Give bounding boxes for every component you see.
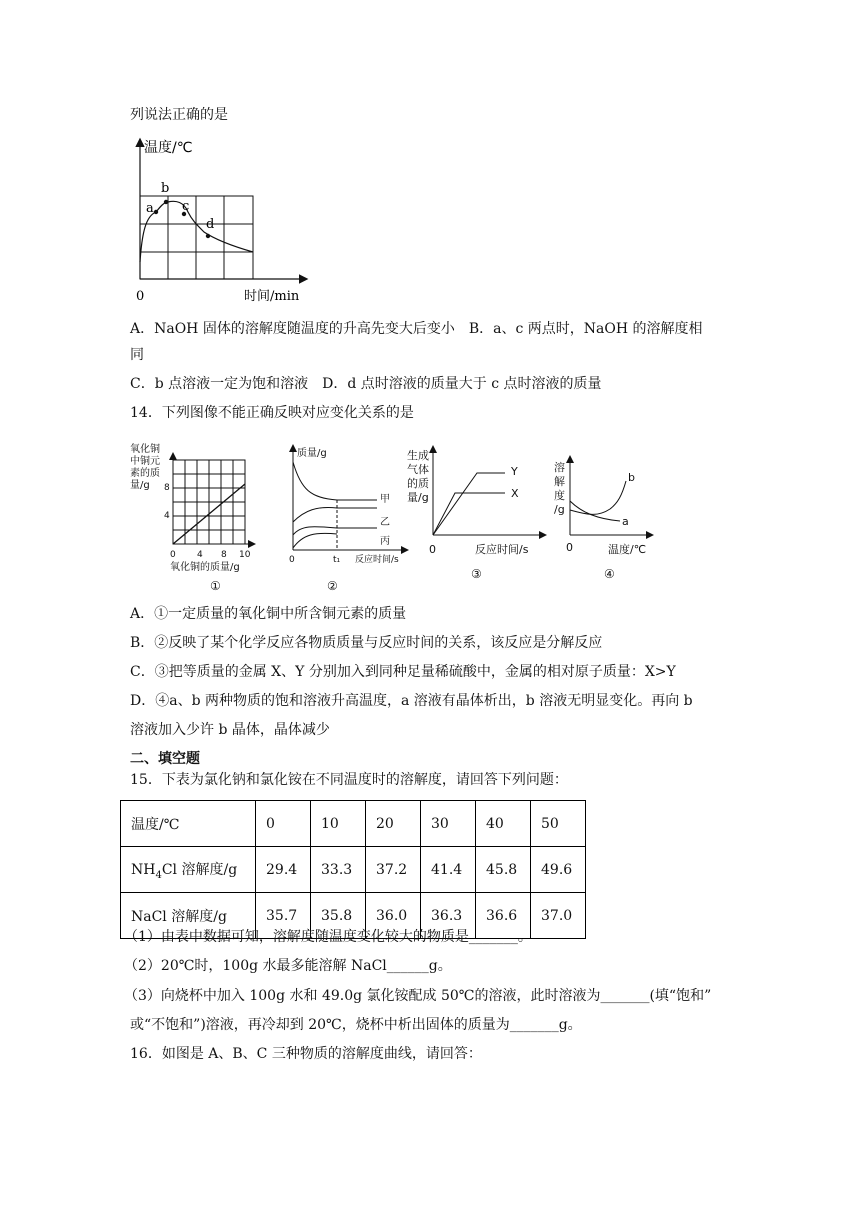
fig3-number: ③ [471,567,482,581]
table-cell: 29.4 [256,847,311,893]
svg-text:中铜元: 中铜元 [130,456,160,467]
table-cell: 温度/℃ [121,801,256,847]
table-cell: 20 [366,801,421,847]
q14-figure-2 [285,440,415,595]
table-cell: 37.2 [366,847,421,893]
table-cell: 37.0 [531,893,586,939]
fig3-xlabel: 反应时间/s [475,543,529,556]
table-cell: 50 [531,801,586,847]
q15-sub3-line2: 或“不饱和”)溶液，再冷却到 20℃，烧杯中析出固体的质量为_______g。 [130,1017,582,1033]
table-row-header [121,801,586,847]
q14-figure-4 [548,455,658,595]
q14-figure-3 [405,445,555,595]
svg-text:生成: 生成 [407,449,429,462]
fig2-number: ② [327,579,338,593]
fig3-series-X: X [511,487,519,500]
table-cell: 49.6 [531,847,586,893]
q13-ylabel: 温度/℃ [144,140,193,156]
svg-text:量/g: 量/g [130,480,150,491]
q13-temperature-time-graph [120,132,320,307]
point-d-label: d [206,217,215,232]
svg-text:的质: 的质 [407,477,429,490]
q13-origin: 0 [136,289,145,304]
table-cell: $NH_4Cl$ 溶解度/g [121,847,256,893]
fig4-series-a: a [622,515,629,528]
fig2-xlabel: 反应时间/s [355,555,399,565]
svg-text:溶: 溶 [554,461,565,474]
fig2-ylabel: 质量/g [297,448,327,459]
fig1-number: ① [210,579,221,593]
table-cell: 35.7 [256,893,311,939]
point-c-label: c [182,199,190,214]
svg-text:0: 0 [289,555,295,565]
q14-option-a: A．①一定质量的氧化铜中所含铜元素的质量 [130,606,407,622]
svg-text:0: 0 [566,541,573,554]
fig1-ytick-4: 4 [164,511,170,521]
q13-xlabel: 时间/min [244,289,300,304]
fig3-series-Y: Y [511,465,518,478]
point-b-label: b [161,181,170,196]
fig2-series-bing: 丙 [380,536,390,547]
fig2-t1: t₁ [333,555,341,565]
table-cell: 0 [256,801,311,847]
table-cell: 45.8 [476,847,531,893]
fig2-series-yi: 乙 [380,517,390,528]
table-cell: 10 [311,801,366,847]
table-cell: 36.3 [421,893,476,939]
q15-sub1: （1）由表中数据可知，溶解度随温度变化较大的物质是_______。 [124,929,532,945]
svg-text:素的质: 素的质 [130,468,160,479]
q13-stem: 列说法正确的是 [130,107,228,123]
svg-text:0: 0 [170,550,176,560]
svg-text:8: 8 [221,550,227,560]
table-cell: 35.8 [311,893,366,939]
q14-figure-1 [130,440,290,595]
table-cell: 33.3 [311,847,366,893]
q14-option-d-line2: 溶液加入少许 b 晶体，晶体减少 [130,722,330,738]
fig1-xlabel: 氧化铜的质量/g [170,562,240,573]
q14-stem: 14．下列图像不能正确反映对应变化关系的是 [130,405,414,421]
fig1-ytick-8: 8 [164,483,170,493]
fig4-xlabel: 温度/℃ [608,543,647,556]
table-cell: 30 [421,801,476,847]
point-a-label: a [146,201,154,216]
svg-text:气体: 气体 [407,463,429,476]
table-cell: 36.6 [476,893,531,939]
svg-text:解: 解 [554,475,565,488]
fig4-series-b: b [628,471,635,484]
q15-sub3-line1: （3）向烧杯中加入 100g 水和 49.0g 氯化铵配成 50℃的溶液，此时溶液为_______(填“饱和” [124,988,712,1004]
q13-options-line1: A．NaOH 固体的溶解度随温度的升高先变大后变小 B．a、c 两点时，NaOH 的溶解度相 [130,321,703,337]
fig2-series-jia: 甲 [380,494,390,505]
table-cell: 36.0 [366,893,421,939]
svg-text:4: 4 [197,550,203,560]
svg-text:度: 度 [554,489,565,502]
solubility-table [120,800,586,939]
q16-stem: 16．如图是 A、B、C 三种物质的溶解度曲线，请回答： [130,1046,482,1062]
q15-sub2: （2）20℃时，100g 水最多能溶解 NaCl______g。 [124,958,452,974]
q14-option-c: C．③把等质量的金属 X、Y 分别加入到同种足量稀硫酸中，金属的相对原子质量：X>Y [130,664,676,680]
q14-option-d-line1: D．④a、b 两种物质的饱和溶液升高温度，a 溶液有晶体析出，b 溶液无明显变化。再向 b [130,693,693,709]
svg-text:/g: /g [554,503,565,516]
q15-stem: 15．下表为氯化钠和氯化铵在不同温度时的溶解度，请回答下列问题： [130,772,568,788]
q14-option-b: B．②反映了某个化学反应各物质质量与反应时间的关系，该反应是分解反应 [130,635,603,651]
q13-options-line2: C．b 点溶液一定为饱和溶液 D．d 点时溶液的质量大于 c 点时溶液的质量 [130,376,602,392]
section-heading: 二、填空题 [130,751,200,767]
q13-options-line1-cont: 同 [130,347,144,363]
table-cell: 41.4 [421,847,476,893]
svg-text:量/g: 量/g [407,491,429,504]
svg-text:0: 0 [429,543,436,556]
svg-text:10: 10 [239,550,251,560]
table-row-nh4cl [121,847,586,893]
svg-text:氧化铜: 氧化铜 [130,444,160,455]
fig4-number: ④ [604,567,615,581]
table-cell: 40 [476,801,531,847]
table-cell: NaCl 溶解度/g [121,893,256,939]
